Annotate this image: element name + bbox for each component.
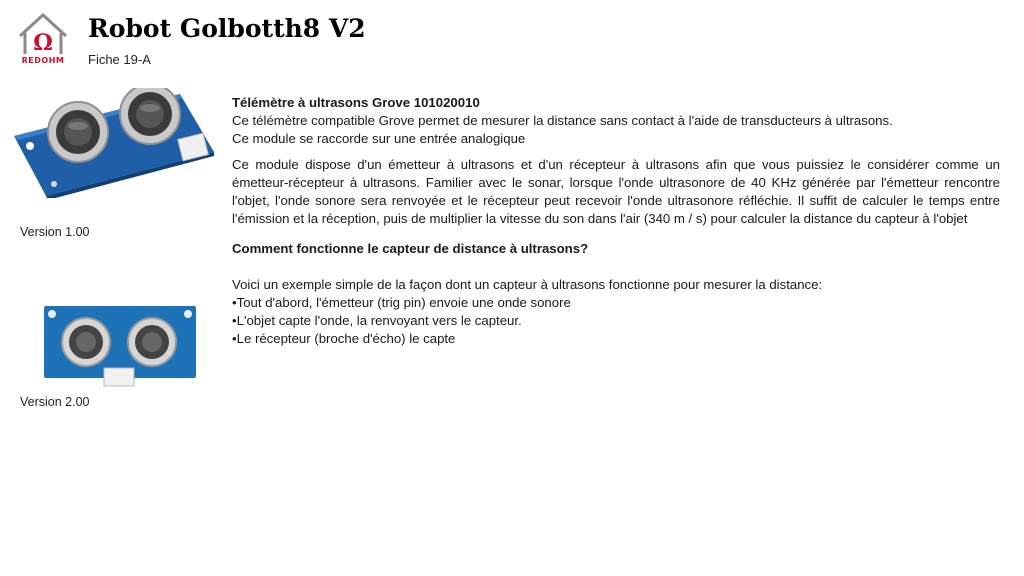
module-image-v1 (10, 88, 216, 198)
intro-line-1: Ce télémètre compatible Grove permet de mesurer la distance sans contact à l'aide de transducteurs à ultrasons. (232, 113, 893, 128)
version-2-label: Version 2.00 (20, 395, 90, 409)
svg-text:Ω: Ω (33, 30, 53, 56)
bullet-item: •Tout d'abord, l'émetteur (trig pin) envoie une onde sonore (232, 295, 571, 310)
version-1-label: Version 1.00 (20, 225, 90, 239)
logo-text: REDOHM (21, 56, 65, 65)
section-heading: Télémètre à ultrasons Grove 101020010 (232, 95, 480, 110)
page-title: Robot Golbotth8 V2 (88, 14, 366, 43)
intro-line-2: Ce module se raccorde sur une entrée analogique (232, 131, 526, 146)
bullet-item: •Le récepteur (broche d'écho) le capte (232, 331, 456, 346)
question-heading: Comment fonctionne le capteur de distance à ultrasons? (232, 241, 589, 256)
page-subtitle: Fiche 19-A (88, 52, 151, 67)
bullet-item: •L'objet capte l'onde, la renvoyant vers le capteur. (232, 313, 522, 328)
description-paragraph: Ce module dispose d'un émetteur à ultrasons et d'un récepteur à ultrasons afin que vous puissiez le considérer comme un émetteur-récepteur à ultrasons. Familier avec le sonar, lorsque l'onde ultrasonore de 40 KHz générée par l'émetteur rencontre l'objet, l'onde sonore sera renvoyée et le récepteur peut recevoir l'onde ultrasonore réfléchie. Il suffit de calculer le temps entre l'émission et la réception, puis de multiplier la vitesse du son dans l'air (340 m / s) pour calculer la distance du capteur à l'objet (232, 157, 1000, 226)
module-image-v2 (44, 300, 196, 388)
example-intro: Voici un exemple simple de la façon dont un capteur à ultrasons fonctionne pour mesurer la distance: (232, 277, 823, 292)
content-body (232, 94, 1000, 348)
redohm-logo (16, 10, 70, 66)
